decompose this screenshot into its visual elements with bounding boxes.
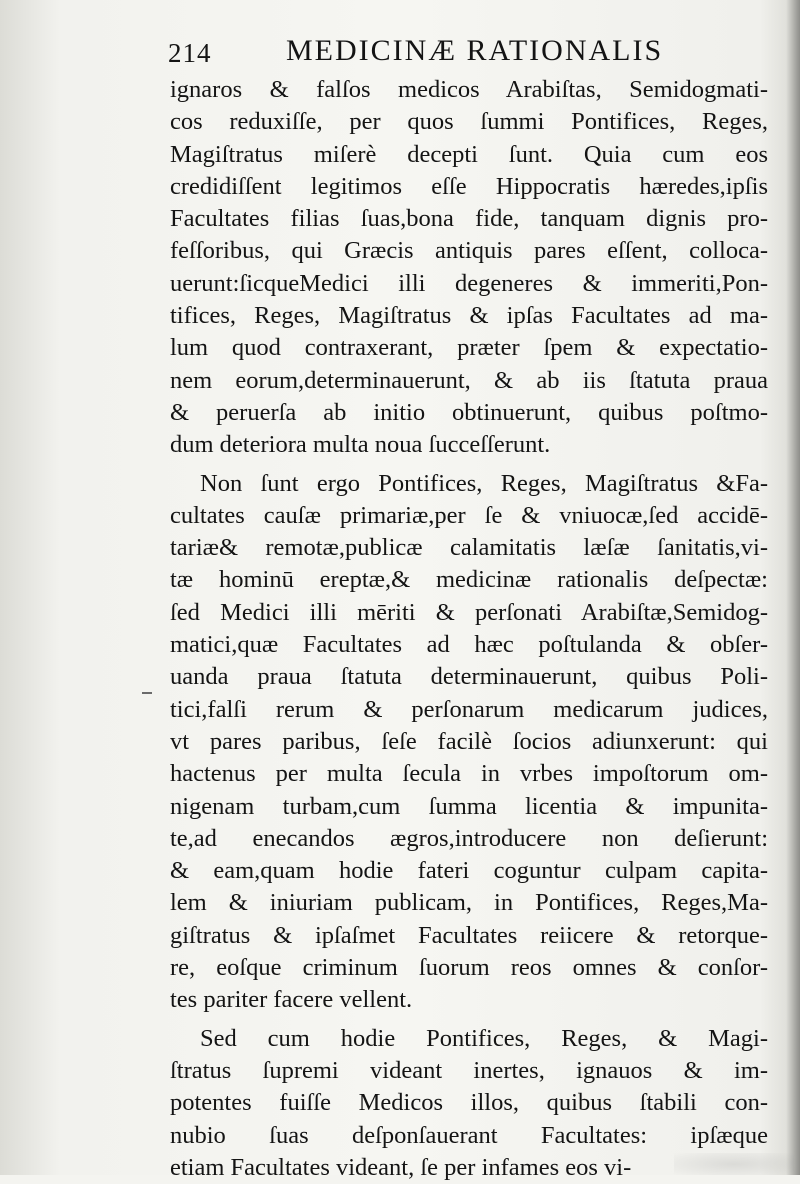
text-line: nubio ſuas deſponſauerant Facultates: ipſæque (170, 1121, 768, 1149)
text-line: nem eorum,determinauerunt, & ab iis ſtatuta praua (170, 366, 768, 394)
text-line: ignaros & falſos medicos Arabiſtas, Semidogmati- (170, 76, 768, 103)
text-line: Facultates filias ſuas,bona fide, tanquam dignis pro- (170, 205, 768, 233)
text-line: tifices, Reges, Magiſtratus & ipſas Facultates ad ma- (170, 302, 768, 330)
page-header (168, 32, 728, 76)
paragraph (170, 74, 768, 462)
text-line: uerunt:ſicqueMedici illi degeneres & immeriti,Pon- (170, 269, 768, 297)
text-line: ſed Medici illi mēriti & perſonati Arabiſtæ,Semidog- (170, 598, 768, 626)
text-line: cos reduxiſſe, per quos ſummi Pontifices, Reges, (170, 108, 768, 136)
text-line: tes pariter facere vellent. (170, 986, 413, 1014)
text-line: tariæ& remotæ,publicæ calamitatis læſæ ſanitatis,vi- (170, 534, 768, 562)
text-line: & eam,quam hodie fateri coguntur culpam capita- (170, 857, 768, 885)
text-line: Magiſtratus miſerè decepti ſunt. Quia cum eos (170, 140, 768, 168)
text-line: ſtratus ſupremi videant inertes, ignauos & im- (170, 1056, 768, 1084)
paragraph (170, 468, 768, 1017)
text-line: tæ hominū ereptæ,& medicinæ rationalis deſpectæ: (170, 566, 768, 594)
text-line: potentes fuiſſe Medicos illos, quibus ſtabili con- (170, 1089, 768, 1117)
page-smudge (674, 1153, 794, 1175)
text-line: & peruerſa ab initio obtinuerunt, quibus poſtmo- (170, 398, 768, 426)
text-line: Non ſunt ergo Pontifices, Reges, Magiſtratus &Fa- (200, 469, 768, 497)
text-line: dum deteriora multa noua ſucceſſerunt. (170, 431, 551, 459)
text-line: nigenam turbam,cum ſumma licentia & impunita- (170, 792, 768, 820)
running-title: MEDICINÆ RATIONALIS (286, 34, 664, 67)
text-line: etiam Facultates videant, ſe per infames eos vi- (170, 1153, 632, 1181)
text-line: hactenus per multa ſecula in vrbes impoſtorum om- (170, 760, 768, 788)
text-line: Sed cum hodie Pontifices, Reges, & Magi- (200, 1024, 768, 1052)
page-edge-shadow (786, 0, 800, 1175)
text-line: uanda praua ſtatuta determinauerunt, quibus Poli- (170, 663, 768, 691)
text-line: tici,falſi rerum & perſonarum medicarum judices, (170, 695, 768, 723)
text-line: vt pares paribus, ſeſe facilè ſocios adiunxerunt: qui (170, 727, 768, 755)
margin-mark (142, 692, 152, 694)
text-line: cultates cauſæ primariæ,per ſe & vniuocæ,ſed accidē- (170, 501, 768, 529)
page-number: 214 (168, 38, 212, 68)
text-line: re, eoſque criminum ſuorum reos omnes & conſor- (170, 954, 768, 982)
text-line: giſtratus & ipſaſmet Facultates reiicere & retorque- (170, 921, 768, 949)
text-line: te,ad enecandos ægros,introducere non deſierunt: (170, 824, 768, 852)
text-line: matici,quæ Facultates ad hæc poſtulanda & obſer- (170, 631, 768, 659)
text-line: credidiſſent legitimos eſſe Hippocratis hæredes,ipſis (170, 172, 768, 200)
text-line: lum quod contraxerant, præter ſpem & expectatio- (170, 334, 768, 362)
text-line: lem & iniuriam publicam, in Pontifices, Reges,Ma- (170, 889, 768, 917)
text-line: feſſoribus, qui Græcis antiquis pares eſſent, colloca- (170, 237, 768, 265)
body-text (170, 74, 768, 1184)
